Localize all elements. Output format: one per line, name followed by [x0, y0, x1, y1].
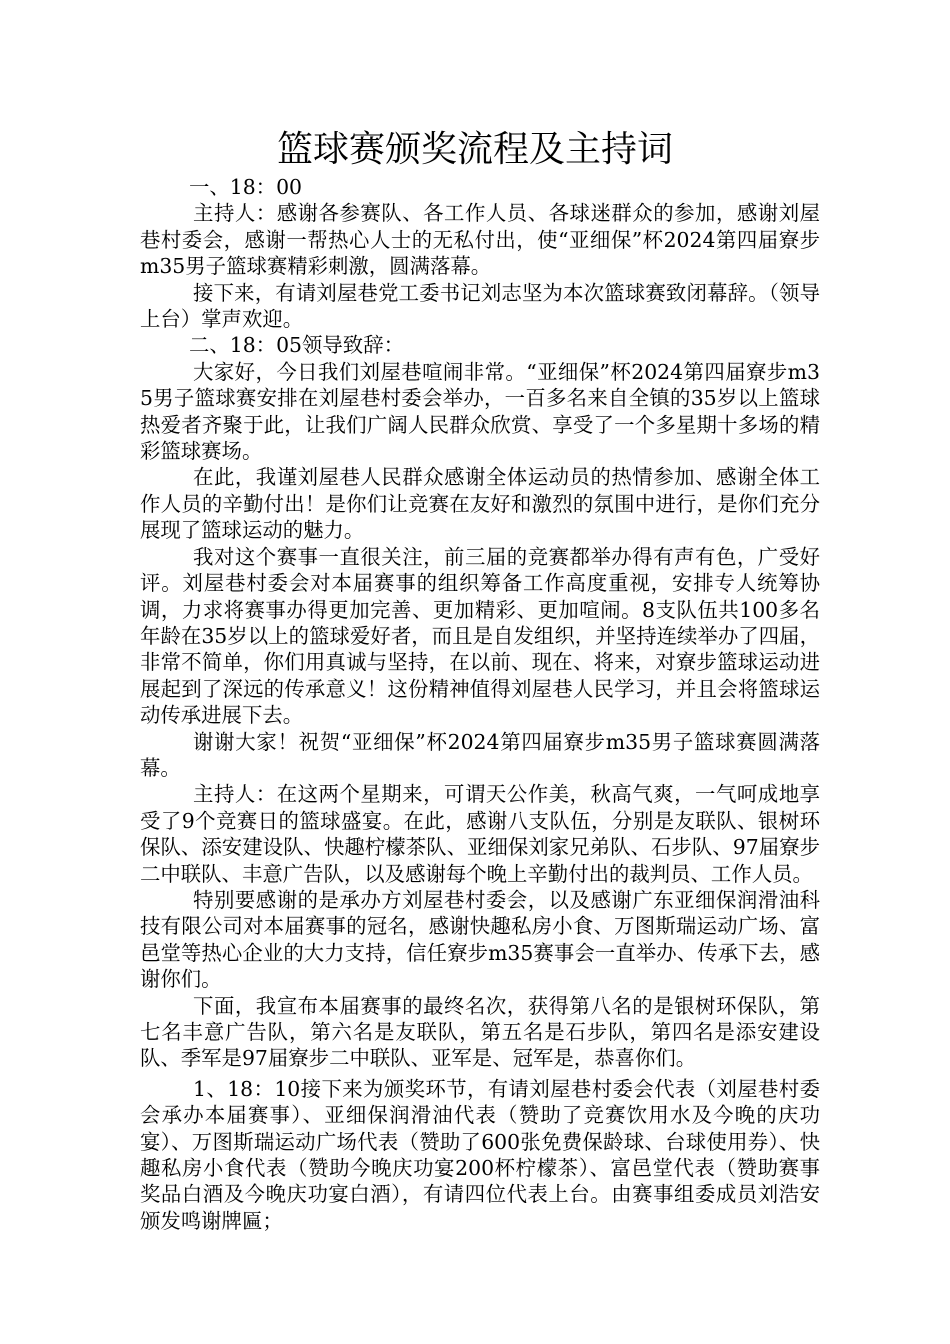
- paragraph-leader-greeting: 大家好，今日我们刘屋巷喧闹非常。“亚细保”杯2024第四届寮步m35男子篮球赛安排在刘屋巷村委会举办，一百多名来自全镇的35岁以上篮球热爱者齐聚于此，让我们广阔人民群众欣赏、享受了一个多星期十多场的精彩篮球赛场。: [140, 359, 820, 464]
- paragraph-host-teams: 主持人：在这两个星期来，可谓天公作美，秋高气爽，一气呵成地享受了9个竞赛日的篮球盛宴。在此，感谢八支队伍，分别是友联队、银树环保队、添安建设队、快趣柠檬茶队、亚细保刘家兄弟队、石步队、97届寮步二中联队、丰意广告队，以及感谢每个晚上辛勤付出的裁判员、工作人员。: [140, 782, 820, 886]
- paragraph-leader-attention: 我对这个赛事一直很关注，前三届的竞赛都举办得有声有色，广受好评。刘屋巷村委会对本届赛事的组织筹备工作高度重视，安排专人统筹协调，力求将赛事办得更加完善、更加精彩、更加喧闹。8支队伍共100多名年龄在35岁以上的篮球爱好者，而且是自发组织，并坚持连续举办了四届，非常不简单，你们用真诚与坚持，在以前、现在、将来，对寮步篮球运动进展起到了深远的传承意义！这份精神值得刘屋巷人民学习，并且会将篮球运动传承进展下去。: [140, 544, 820, 728]
- document-body: [140, 174, 820, 1234]
- paragraph-leader-thanks: 在此，我谨刘屋巷人民群众感谢全体运动员的热情参加、感谢全体工作人员的辛勤付出！是你们让竞赛在友好和激烈的氛围中进行，是你们充分展现了篮球运动的魅力。: [140, 465, 820, 543]
- paragraph-leader-closing: 谢谢大家！祝贺“亚细保”杯2024第四届寮步m35男子篮球赛圆满落幕。: [140, 729, 820, 780]
- section-heading-1: 一、18：00: [188, 175, 303, 199]
- section-heading-2: 二、18：05领导致辞：: [188, 333, 404, 358]
- paragraph-invite-leader: 接下来，有请刘屋巷党工委书记刘志坚为本次篮球赛致闭幕辞。（领导上台）掌声欢迎。: [140, 280, 820, 332]
- paragraph-rankings: 下面，我宣布本届赛事的最终名次，获得第八名的是银树环保队，第七名丰意广告队，第六名是友联队，第五名是石步队，第四名是添安建设队、季军是97届寮步二中联队、亚军是、冠军是，恭喜你们。: [140, 993, 820, 1071]
- paragraph-host-intro: 主持人：感谢各参赛队、各工作人员、各球迷群众的参加，感谢刘屋巷村委会，感谢一帮热心人士的无私付出，使“亚细保”杯2024第四届寮步m35男子篮球赛精彩刺激，圆满落幕。: [140, 201, 820, 279]
- document-title: 篮球赛颁奖流程及主持词: [276, 129, 673, 170]
- paragraph-award-ceremony: 1、18：10接下来为颁奖环节，有请刘屋巷村委会代表（刘屋巷村委会承办本届赛事）、亚细保润滑油代表（赞助了竞赛饮用水及今晚的庆功宴）、万图斯瑞运动广场代表（赞助了600张免费保龄球、台球使用券）、快趣私房小食代表（赞助今晚庆功宴200杯柠檬茶）、富邑堂代表（赞助赛事奖品白酒及今晚庆功宴白酒），有请四位代表上台。由赛事组委成员刘浩安颁发鸣谢牌匾；: [140, 1076, 820, 1233]
- paragraph-host-sponsors: 特别要感谢的是承办方刘屋巷村委会，以及感谢广东亚细保润滑油科技有限公司对本届赛事的冠名，感谢快趣私房小食、万图斯瑞运动广场、富邑堂等热心企业的大力支持，信任寮步m35赛事会一直举办、传承下去，感谢你们。: [140, 887, 820, 992]
